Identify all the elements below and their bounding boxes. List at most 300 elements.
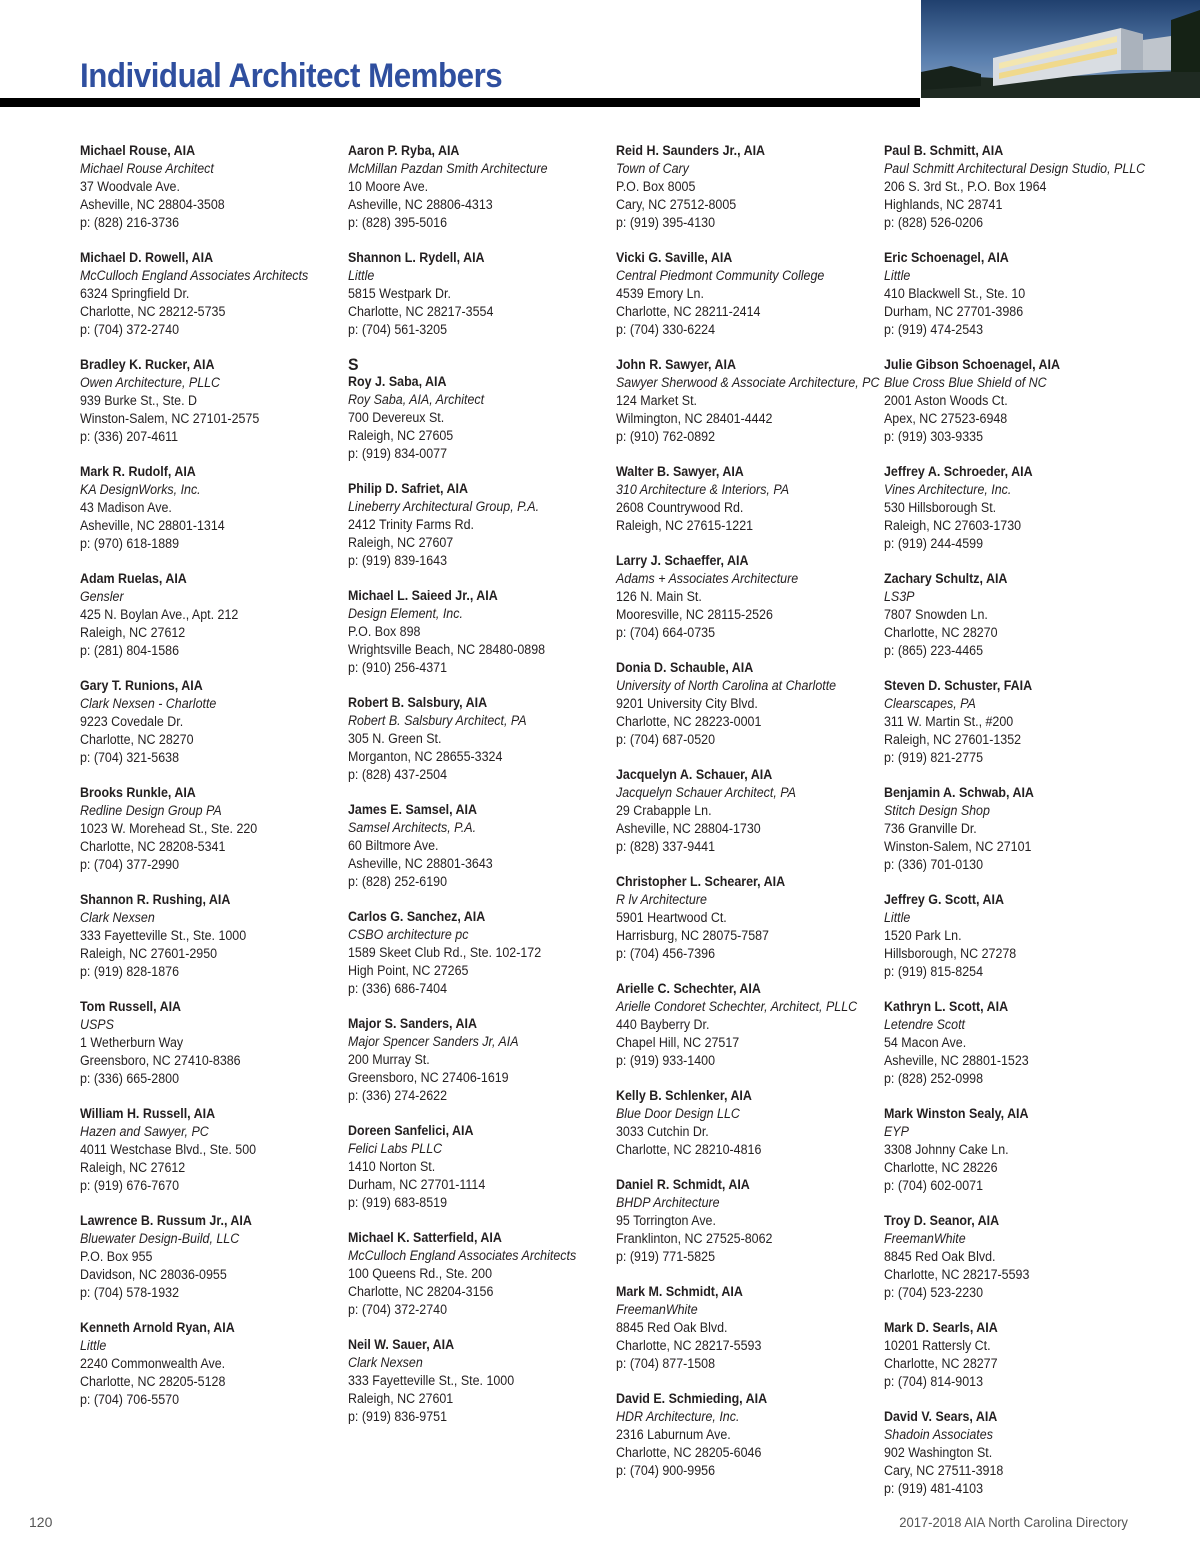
member-address-line: Asheville, NC 28801-3643	[348, 856, 493, 871]
member-address-line: Harrisburg, NC 28075-7587	[616, 928, 769, 943]
member-address-line: 37 Woodvale Ave.	[80, 179, 180, 194]
member-address-line: 95 Torrington Ave.	[616, 1213, 716, 1228]
section-letter: S	[348, 355, 359, 374]
member-entry	[348, 1122, 592, 1212]
member-phone: p: (919) 303-9335	[884, 429, 984, 444]
member-phone: p: (828) 252-0998	[884, 1071, 984, 1086]
member-entry	[348, 694, 592, 784]
member-entry	[884, 463, 1154, 553]
member-entry	[884, 1408, 1154, 1498]
member-address-line: 10201 Rattersly Ct.	[884, 1338, 991, 1353]
member-address-line: 1520 Park Ln.	[884, 928, 962, 943]
member-firm: USPS	[80, 1017, 114, 1032]
member-address-line: 3033 Cutchin Dr.	[616, 1124, 709, 1139]
member-address-line: 2316 Laburnum Ave.	[616, 1427, 731, 1442]
member-name: Kathryn L. Scott, AIA	[884, 999, 1009, 1014]
member-firm: HDR Architecture, Inc.	[616, 1409, 740, 1424]
member-address-line: 425 N. Boylan Ave., Apt. 212	[80, 607, 239, 622]
member-name: Kelly B. Schlenker, AIA	[616, 1088, 752, 1103]
member-entry	[884, 570, 1154, 660]
member-entry	[80, 677, 324, 767]
member-entry	[348, 1229, 592, 1319]
member-address-line: 124 Market St.	[616, 393, 697, 408]
member-address-line: Hillsborough, NC 27278	[884, 946, 1017, 961]
member-name: Larry J. Schaeffer, AIA	[616, 553, 749, 568]
member-firm: Lineberry Architectural Group, P.A.	[348, 499, 540, 514]
directory-column-3	[616, 142, 878, 1497]
member-address-line: Greensboro, NC 27410-8386	[80, 1053, 241, 1068]
member-address-line: Asheville, NC 28804-1730	[616, 821, 761, 836]
member-address-line: 4011 Westchase Blvd., Ste. 500	[80, 1142, 257, 1157]
page-header	[0, 0, 1200, 108]
member-entry	[348, 587, 592, 677]
member-phone: p: (828) 252-6190	[348, 874, 448, 889]
member-entry	[616, 873, 860, 963]
member-address-line: Charlotte, NC 28277	[884, 1356, 998, 1371]
member-firm: Little	[884, 268, 911, 283]
member-address-line: P.O. Box 955	[80, 1249, 153, 1264]
member-name: Jeffrey G. Scott, AIA	[884, 892, 1004, 907]
member-address-line: Wrightsville Beach, NC 28480-0898	[348, 642, 546, 657]
member-entry	[616, 1283, 860, 1373]
member-address-line: High Point, NC 27265	[348, 963, 469, 978]
member-phone: p: (919) 244-4599	[884, 536, 984, 551]
member-name: Reid H. Saunders Jr., AIA	[616, 143, 766, 158]
member-name: Mark M. Schmidt, AIA	[616, 1284, 743, 1299]
member-name: Adam Ruelas, AIA	[80, 571, 187, 586]
member-address-line: Raleigh, NC 27601	[348, 1391, 454, 1406]
member-firm: McMillan Pazdan Smith Architecture	[348, 161, 548, 176]
member-phone: p: (828) 526-0206	[884, 215, 984, 230]
member-address-line: P.O. Box 898	[348, 624, 421, 639]
member-firm: FreemanWhite	[616, 1302, 698, 1317]
member-address-line: Charlotte, NC 28217-3554	[348, 304, 494, 319]
member-phone: p: (704) 523-2230	[884, 1285, 984, 1300]
member-address-line: Charlotte, NC 28270	[80, 732, 194, 747]
member-firm: Sawyer Sherwood & Associate Architecture, PC	[616, 375, 880, 390]
member-entry	[80, 356, 324, 446]
directory-column-1	[80, 142, 342, 1426]
member-phone: p: (828) 337-9441	[616, 839, 716, 854]
member-address-line: Charlotte, NC 28226	[884, 1160, 998, 1175]
member-firm: Bluewater Design-Build, LLC	[80, 1231, 240, 1246]
member-name: Walter B. Sawyer, AIA	[616, 464, 744, 479]
member-address-line: Charlotte, NC 28223-0001	[616, 714, 762, 729]
member-entry	[616, 249, 860, 339]
member-firm: EYP	[884, 1124, 909, 1139]
member-phone: p: (919) 395-4130	[616, 215, 716, 230]
member-entry	[616, 1087, 860, 1159]
member-name: Steven D. Schuster, FAIA	[884, 678, 1033, 693]
member-address-line: Asheville, NC 28801-1314	[80, 518, 225, 533]
member-phone: p: (281) 804-1586	[80, 643, 180, 658]
member-address-line: 126 N. Main St.	[616, 589, 702, 604]
member-address-line: 939 Burke St., Ste. D	[80, 393, 197, 408]
member-phone: p: (919) 821-2775	[884, 750, 984, 765]
member-phone: p: (919) 481-4103	[884, 1481, 984, 1496]
member-entry	[348, 1015, 592, 1105]
member-firm: R lv Architecture	[616, 892, 707, 907]
member-entry	[80, 249, 324, 339]
member-firm: Central Piedmont Community College	[616, 268, 825, 283]
member-address-line: 8845 Red Oak Blvd.	[884, 1249, 996, 1264]
member-name: Benjamin A. Schwab, AIA	[884, 785, 1034, 800]
member-name: Michael D. Rowell, AIA	[80, 250, 214, 265]
member-address-line: 9201 University City Blvd.	[616, 696, 758, 711]
member-name: Michael Rouse, AIA	[80, 143, 196, 158]
member-phone: p: (704) 602-0071	[884, 1178, 984, 1193]
member-entry	[80, 1212, 324, 1302]
member-name: Roy J. Saba, AIA	[348, 374, 447, 389]
directory-column-4	[884, 142, 1174, 1515]
member-address-line: 10 Moore Ave.	[348, 179, 429, 194]
member-address-line: 333 Fayetteville St., Ste. 1000	[80, 928, 247, 943]
member-address-line: 1589 Skeet Club Rd., Ste. 102-172	[348, 945, 542, 960]
member-address-line: Charlotte, NC 28210-4816	[616, 1142, 762, 1157]
member-firm: McCulloch England Associates Architects	[80, 268, 309, 283]
member-phone: p: (704) 372-2740	[80, 322, 180, 337]
member-name: Kenneth Arnold Ryan, AIA	[80, 1320, 235, 1335]
member-address-line: Raleigh, NC 27612	[80, 625, 186, 640]
member-address-line: 29 Crabapple Ln.	[616, 803, 712, 818]
member-entry	[348, 249, 592, 339]
member-name: Neil W. Sauer, AIA	[348, 1337, 455, 1352]
member-phone: p: (919) 683-8519	[348, 1195, 448, 1210]
member-entry	[348, 908, 592, 998]
member-address-line: Durham, NC 27701-3986	[884, 304, 1024, 319]
member-address-line: Morganton, NC 28655-3324	[348, 749, 503, 764]
member-address-line: 1410 Norton St.	[348, 1159, 436, 1174]
member-name: Eric Schoenagel, AIA	[884, 250, 1009, 265]
member-firm: Clark Nexsen	[348, 1355, 423, 1370]
member-address-line: P.O. Box 8005	[616, 179, 696, 194]
member-address-line: 440 Bayberry Dr.	[616, 1017, 710, 1032]
member-entry	[616, 1176, 860, 1266]
member-firm: Gensler	[80, 589, 124, 604]
member-firm: Vines Architecture, Inc.	[884, 482, 1012, 497]
member-address-line: Winston-Salem, NC 27101-2575	[80, 411, 260, 426]
publication-name: 2017-2018 AIA North Carolina Directory	[899, 1514, 1128, 1530]
member-name: Daniel R. Schmidt, AIA	[616, 1177, 750, 1192]
member-address-line: Cary, NC 27511-3918	[884, 1463, 1004, 1478]
member-name: James E. Samsel, AIA	[348, 802, 477, 817]
member-name: Donia D. Schauble, AIA	[616, 660, 754, 675]
member-firm: Little	[80, 1338, 107, 1353]
member-address-line: 2001 Aston Woods Ct.	[884, 393, 1008, 408]
member-phone: p: (704) 687-0520	[616, 732, 716, 747]
member-address-line: 700 Devereux St.	[348, 410, 445, 425]
member-phone: p: (865) 223-4465	[884, 643, 984, 658]
member-phone: p: (919) 815-8254	[884, 964, 984, 979]
directory-column-2	[348, 142, 610, 1443]
member-phone: p: (336) 665-2800	[80, 1071, 180, 1086]
member-phone: p: (704) 456-7396	[616, 946, 716, 961]
member-entry	[80, 142, 324, 232]
member-phone: p: (336) 686-7404	[348, 981, 448, 996]
member-address-line: 410 Blackwell St., Ste. 10	[884, 286, 1026, 301]
member-phone: p: (919) 474-2543	[884, 322, 984, 337]
member-name: Vicki G. Saville, AIA	[616, 250, 733, 265]
member-firm: Letendre Scott	[884, 1017, 966, 1032]
member-phone: p: (704) 877-1508	[616, 1356, 716, 1371]
member-firm: Town of Cary	[616, 161, 689, 176]
member-name: William H. Russell, AIA	[80, 1106, 216, 1121]
member-name: Brooks Runkle, AIA	[80, 785, 196, 800]
member-entry	[80, 998, 324, 1088]
member-entry	[80, 784, 324, 874]
member-firm: CSBO architecture pc	[348, 927, 469, 942]
member-firm: Shadoin Associates	[884, 1427, 993, 1442]
member-entry	[348, 1336, 592, 1426]
member-firm: Stitch Design Shop	[884, 803, 990, 818]
member-address-line: 2412 Trinity Farms Rd.	[348, 517, 474, 532]
member-address-line: 6324 Springfield Dr.	[80, 286, 190, 301]
member-name: Jacquelyn A. Schauer, AIA	[616, 767, 773, 782]
member-phone: p: (919) 836-9751	[348, 1409, 448, 1424]
header-building-photo	[921, 0, 1200, 98]
member-address-line: Highlands, NC 28741	[884, 197, 1003, 212]
member-address-line: 206 S. 3rd St., P.O. Box 1964	[884, 179, 1047, 194]
member-firm: Design Element, Inc.	[348, 606, 463, 621]
member-address-line: Charlotte, NC 28217-5593	[616, 1338, 762, 1353]
member-firm: Felici Labs PLLC	[348, 1141, 443, 1156]
member-entry	[616, 356, 880, 446]
member-address-line: Durham, NC 27701-1114	[348, 1177, 486, 1192]
member-name: Michael L. Saieed Jr., AIA	[348, 588, 498, 603]
member-entry	[884, 891, 1154, 981]
member-address-line: Raleigh, NC 27601-2950	[80, 946, 218, 961]
member-name: Mark R. Rudolf, AIA	[80, 464, 196, 479]
member-address-line: 311 W. Martin St., #200	[884, 714, 1014, 729]
member-entry	[348, 142, 592, 232]
member-address-line: Charlotte, NC 28208-5341	[80, 839, 226, 854]
member-name: Tom Russell, AIA	[80, 999, 182, 1014]
member-phone: p: (828) 437-2504	[348, 767, 448, 782]
member-firm: LS3P	[884, 589, 915, 604]
member-phone: p: (919) 839-1643	[348, 553, 448, 568]
member-firm: Clearscapes, PA	[884, 696, 976, 711]
member-address-line: Asheville, NC 28806-4313	[348, 197, 493, 212]
member-phone: p: (704) 900-9956	[616, 1463, 716, 1478]
member-address-line: 54 Macon Ave.	[884, 1035, 967, 1050]
member-firm: Michael Rouse Architect	[80, 161, 214, 176]
member-address-line: Winston-Salem, NC 27101	[884, 839, 1032, 854]
member-firm: BHDP Architecture	[616, 1195, 720, 1210]
member-address-line: 1 Wetherburn Way	[80, 1035, 184, 1050]
member-firm: Paul Schmitt Architectural Design Studio, PLLC	[884, 161, 1146, 176]
member-entry	[80, 891, 324, 981]
member-address-line: 5815 Westpark Dr.	[348, 286, 451, 301]
member-entry	[616, 463, 860, 535]
member-phone: p: (910) 762-0892	[616, 429, 716, 444]
member-firm: Arielle Condoret Schechter, Architect, PLLC	[616, 999, 858, 1014]
member-firm: FreemanWhite	[884, 1231, 966, 1246]
member-phone: p: (336) 207-4611	[80, 429, 179, 444]
member-firm: University of North Carolina at Charlotte	[616, 678, 837, 693]
member-entry	[80, 463, 324, 553]
member-address-line: Raleigh, NC 27612	[80, 1160, 186, 1175]
member-address-line: Raleigh, NC 27601-1352	[884, 732, 1022, 747]
member-phone: p: (919) 676-7670	[80, 1178, 180, 1193]
member-address-line: 4539 Emory Ln.	[616, 286, 704, 301]
member-name: Aaron P. Ryba, AIA	[348, 143, 460, 158]
member-address-line: Charlotte, NC 28205-5128	[80, 1374, 226, 1389]
member-address-line: 2608 Countrywood Rd.	[616, 500, 744, 515]
member-entry	[348, 355, 592, 463]
member-entry	[348, 480, 592, 570]
member-phone: p: (704) 706-5570	[80, 1392, 180, 1407]
member-phone: p: (704) 664-0735	[616, 625, 716, 640]
member-address-line: 305 N. Green St.	[348, 731, 442, 746]
member-phone: p: (919) 834-0077	[348, 446, 448, 461]
member-name: Bradley K. Rucker, AIA	[80, 357, 215, 372]
member-entry	[616, 1390, 860, 1480]
page-number: 120	[29, 1514, 53, 1530]
member-firm: Little	[348, 268, 375, 283]
member-entry	[616, 552, 860, 642]
member-address-line: Raleigh, NC 27605	[348, 428, 454, 443]
page-title: Individual Architect Members	[80, 57, 503, 95]
member-phone: p: (704) 578-1932	[80, 1285, 180, 1300]
member-phone: p: (704) 321-5638	[80, 750, 180, 765]
member-entry	[616, 980, 860, 1070]
member-address-line: 736 Granville Dr.	[884, 821, 977, 836]
member-name: Doreen Sanfelici, AIA	[348, 1123, 474, 1138]
member-address-line: 3308 Johnny Cake Ln.	[884, 1142, 1009, 1157]
member-firm: Little	[884, 910, 911, 925]
member-phone: p: (919) 771-5825	[616, 1249, 716, 1264]
member-address-line: 530 Hillsborough St.	[884, 500, 997, 515]
member-name: John R. Sawyer, AIA	[616, 357, 736, 372]
member-address-line: 1023 W. Morehead St., Ste. 220	[80, 821, 258, 836]
member-address-line: Greensboro, NC 27406-1619	[348, 1070, 509, 1085]
member-firm: Robert B. Salsbury Architect, PA	[348, 713, 527, 728]
member-address-line: Charlotte, NC 28217-5593	[884, 1267, 1030, 1282]
member-entry	[80, 1105, 324, 1195]
member-entry	[884, 1319, 1154, 1391]
member-name: Philip D. Safriet, AIA	[348, 481, 468, 496]
member-phone: p: (336) 274-2622	[348, 1088, 448, 1103]
member-phone: p: (704) 372-2740	[348, 1302, 448, 1317]
member-name: Zachary Schultz, AIA	[884, 571, 1008, 586]
member-entry	[884, 998, 1154, 1088]
member-name: Shannon L. Rydell, AIA	[348, 250, 485, 265]
member-firm: Blue Cross Blue Shield of NC	[884, 375, 1047, 390]
member-address-line: Asheville, NC 28801-1523	[884, 1053, 1029, 1068]
member-address-line: 43 Madison Ave.	[80, 500, 172, 515]
member-address-line: 7807 Snowden Ln.	[884, 607, 988, 622]
member-phone: p: (704) 330-6224	[616, 322, 716, 337]
member-name: Michael K. Satterfield, AIA	[348, 1230, 502, 1245]
member-address-line: Charlotte, NC 28270	[884, 625, 998, 640]
member-address-line: Charlotte, NC 28205-6046	[616, 1445, 762, 1460]
member-name: Arielle C. Schechter, AIA	[616, 981, 761, 996]
member-address-line: Franklinton, NC 27525-8062	[616, 1231, 773, 1246]
member-phone: p: (704) 814-9013	[884, 1374, 984, 1389]
member-phone: p: (704) 561-3205	[348, 322, 448, 337]
member-address-line: Raleigh, NC 27603-1730	[884, 518, 1022, 533]
member-entry	[80, 570, 324, 660]
member-entry	[348, 801, 592, 891]
member-phone: p: (828) 395-5016	[348, 215, 448, 230]
member-phone: p: (919) 828-1876	[80, 964, 180, 979]
member-name: Lawrence B. Russum Jr., AIA	[80, 1213, 252, 1228]
member-firm: 310 Architecture & Interiors, PA	[616, 482, 790, 497]
member-address-line: 9223 Covedale Dr.	[80, 714, 184, 729]
member-name: Shannon R. Rushing, AIA	[80, 892, 231, 907]
member-entry	[80, 1319, 324, 1409]
member-name: Jeffrey A. Schroeder, AIA	[884, 464, 1033, 479]
member-entry	[884, 784, 1154, 874]
member-name: Gary T. Runions, AIA	[80, 678, 203, 693]
member-firm: Owen Architecture, PLLC	[80, 375, 221, 390]
member-firm: Hazen and Sawyer, PC	[80, 1124, 209, 1139]
member-entry	[884, 249, 1154, 339]
member-entry	[884, 1212, 1154, 1302]
member-address-line: Raleigh, NC 27615-1221	[616, 518, 754, 533]
member-name: Mark D. Searls, AIA	[884, 1320, 998, 1335]
member-firm: Blue Door Design LLC	[616, 1106, 740, 1121]
member-address-line: 333 Fayetteville St., Ste. 1000	[348, 1373, 515, 1388]
member-address-line: 60 Biltmore Ave.	[348, 838, 439, 853]
member-firm: Samsel Architects, P.A.	[348, 820, 477, 835]
member-name: Carlos G. Sanchez, AIA	[348, 909, 486, 924]
member-address-line: Apex, NC 27523-6948	[884, 411, 1008, 426]
member-firm: Clark Nexsen - Charlotte	[80, 696, 217, 711]
member-address-line: 5901 Heartwood Ct.	[616, 910, 727, 925]
member-firm: Clark Nexsen	[80, 910, 155, 925]
member-entry	[884, 356, 1154, 446]
member-address-line: 100 Queens Rd., Ste. 200	[348, 1266, 493, 1281]
member-name: Paul B. Schmitt, AIA	[884, 143, 1004, 158]
member-address-line: Davidson, NC 28036-0955	[80, 1267, 227, 1282]
member-firm: McCulloch England Associates Architects	[348, 1248, 577, 1263]
header-rule	[0, 98, 920, 107]
member-firm: Major Spencer Sanders Jr, AIA	[348, 1034, 519, 1049]
member-address-line: Raleigh, NC 27607	[348, 535, 454, 550]
member-phone: p: (919) 933-1400	[616, 1053, 716, 1068]
member-address-line: Chapel Hill, NC 27517	[616, 1035, 740, 1050]
member-address-line: Cary, NC 27512-8005	[616, 197, 737, 212]
member-address-line: Charlotte, NC 28211-2414	[616, 304, 761, 319]
member-name: David E. Schmieding, AIA	[616, 1391, 768, 1406]
member-firm: Jacquelyn Schauer Architect, PA	[616, 785, 796, 800]
member-name: Mark Winston Sealy, AIA	[884, 1106, 1029, 1121]
member-entry	[616, 659, 860, 749]
member-firm: Adams + Associates Architecture	[616, 571, 799, 586]
member-phone: p: (336) 701-0130	[884, 857, 984, 872]
member-address-line: Wilmington, NC 28401-4442	[616, 411, 773, 426]
member-name: David V. Sears, AIA	[884, 1409, 998, 1424]
member-phone: p: (828) 216-3736	[80, 215, 180, 230]
member-address-line: 8845 Red Oak Blvd.	[616, 1320, 728, 1335]
member-address-line: Charlotte, NC 28204-3156	[348, 1284, 494, 1299]
member-firm: Redline Design Group PA	[80, 803, 222, 818]
member-address-line: 902 Washington St.	[884, 1445, 993, 1460]
member-address-line: Mooresville, NC 28115-2526	[616, 607, 773, 622]
member-address-line: Charlotte, NC 28212-5735	[80, 304, 226, 319]
member-address-line: 200 Murray St.	[348, 1052, 430, 1067]
member-phone: p: (970) 618-1889	[80, 536, 180, 551]
member-name: Troy D. Seanor, AIA	[884, 1213, 1000, 1228]
member-name: Christopher L. Schearer, AIA	[616, 874, 786, 889]
member-address-line: Asheville, NC 28804-3508	[80, 197, 225, 212]
member-firm: KA DesignWorks, Inc.	[80, 482, 201, 497]
member-address-line: 2240 Commonwealth Ave.	[80, 1356, 226, 1371]
member-entry	[884, 677, 1154, 767]
member-name: Major S. Sanders, AIA	[348, 1016, 477, 1031]
member-phone: p: (704) 377-2990	[80, 857, 180, 872]
